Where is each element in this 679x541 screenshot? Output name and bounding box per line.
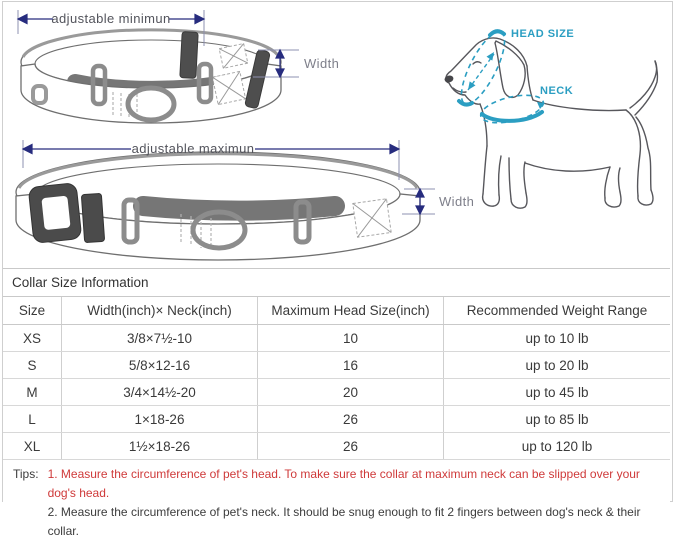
width-label-1: Width xyxy=(304,56,340,71)
cell-weight: up to 45 lb xyxy=(525,384,589,400)
cell-width-neck: 1×18-26 xyxy=(62,406,258,432)
tip-line-1: 1. Measure the circumference of pet's head. To make sure the collar at maximum neck can be slipped over your dog's head. xyxy=(47,467,640,500)
table-row xyxy=(3,433,670,460)
collar-max-diagram xyxy=(16,152,420,260)
table-header-row xyxy=(3,297,670,325)
cell-head-size: 26 xyxy=(258,406,444,432)
cell-width-neck: 1½×18-26 xyxy=(62,433,258,459)
dog-diagram xyxy=(444,26,658,208)
tips-label: Tips: xyxy=(13,467,39,481)
diagram-canvas xyxy=(3,2,670,268)
cell-weight: up to 120 lb xyxy=(521,438,593,454)
collar-max-crossbox xyxy=(353,199,391,237)
table-row xyxy=(3,325,670,352)
collar-max-slider xyxy=(81,193,104,242)
size-table xyxy=(3,268,670,541)
neck-label: NECK xyxy=(540,85,574,97)
table-row xyxy=(3,352,670,379)
dog-ear xyxy=(495,41,525,97)
column-header-width-neck: Width(inch)× Neck(inch) xyxy=(62,297,258,324)
cell-size: XL xyxy=(3,433,62,459)
table-row xyxy=(3,379,670,406)
cell-width-neck: 5/8×12-16 xyxy=(62,352,258,378)
head-size-label: HEAD SIZE xyxy=(511,28,575,40)
cell-size: S xyxy=(3,352,62,378)
cell-head-size: 26 xyxy=(258,433,444,459)
cell-head-size: 10 xyxy=(258,325,444,351)
cell-width-neck: 3/8×7½-10 xyxy=(62,325,258,351)
tips-section xyxy=(3,460,670,541)
cell-size: M xyxy=(3,379,62,405)
dog-nose xyxy=(444,75,454,84)
adjustable-min-label: adjustable minimun xyxy=(51,11,171,26)
column-header-size: Size xyxy=(3,297,62,324)
cell-head-size: 16 xyxy=(258,352,444,378)
tip-line-2: 2. Measure the circumference of pet's neck. It should be snug enough to fit 2 fingers between dog's neck & their collar. xyxy=(47,505,641,538)
cell-weight: up to 20 lb xyxy=(525,357,589,373)
width-label-2: Width xyxy=(439,194,475,209)
cell-weight: up to 10 lb xyxy=(525,330,589,346)
collar-min-buckle xyxy=(180,32,198,79)
dog-outline xyxy=(446,38,658,208)
cell-width-neck: 3/4×14½-20 xyxy=(62,379,258,405)
content-frame xyxy=(2,1,673,538)
adjustable-max-label: adjustable maximun xyxy=(131,141,255,156)
table-title: Collar Size Information xyxy=(3,269,670,297)
cell-size: XS xyxy=(3,325,62,351)
collar-min-diagram xyxy=(21,30,281,123)
collar-max-pad xyxy=(143,206,335,211)
table-row xyxy=(3,406,670,433)
cell-weight: up to 85 lb xyxy=(525,411,589,427)
cell-head-size: 20 xyxy=(258,379,444,405)
cell-size: L xyxy=(3,406,62,432)
column-header-weight: Recommended Weight Range xyxy=(466,303,648,318)
collar-max-buckle xyxy=(28,183,82,244)
tips-lines xyxy=(48,465,666,541)
column-header-head-size: Maximum Head Size(inch) xyxy=(258,297,444,324)
